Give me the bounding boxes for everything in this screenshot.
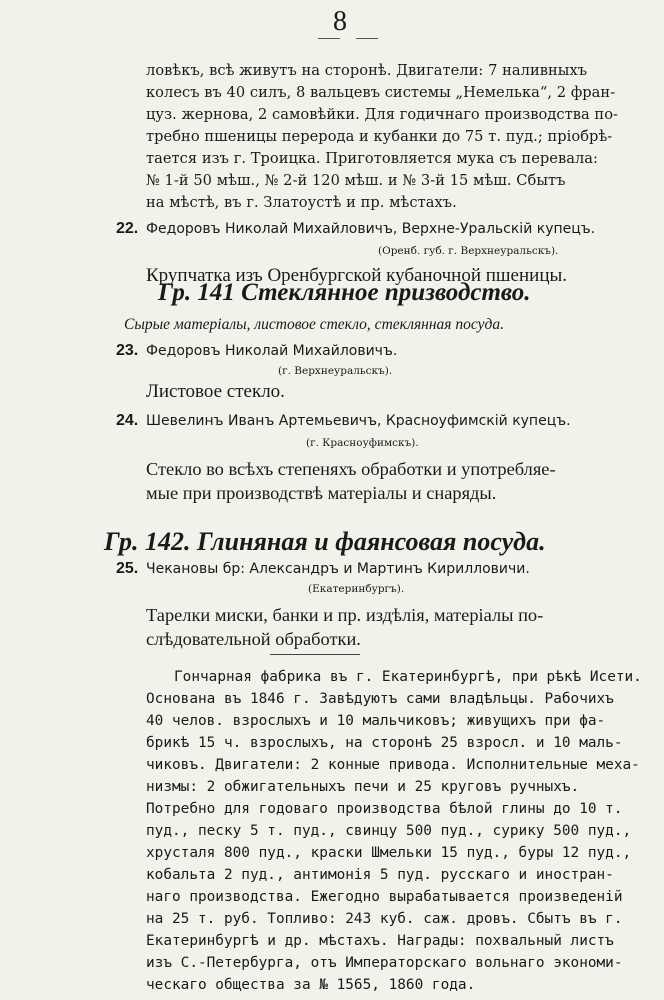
paragraph-line: Екатеринбургѣ и др. мѣстахъ. Награды: похвальный листъ	[146, 933, 614, 949]
exhibitor-location: (г. Красноуфимскъ).	[306, 437, 419, 449]
paragraph-line: низмы: 2 обжигательныхъ печи и 25 круговъ ручныхъ.	[146, 779, 580, 795]
page-number: 8	[333, 6, 347, 37]
product-line: Тарелки миски, банки и пр. издѣлія, матеріалы по-	[146, 605, 544, 625]
exhibitor-location: (г. Верхнеуральскъ).	[278, 365, 393, 377]
group-heading: Гр. 141 Стеклянное призводство.	[158, 279, 531, 306]
product-line: Крупчатка изъ Оренбургской кубаночной пшеницы.	[146, 265, 567, 286]
paragraph-line: хрусталя 800 пуд., краски Шмельки 15 пуд., буры 12 пуд.,	[146, 845, 632, 861]
paragraph-line: Основана въ 1846 г. Завѣдуютъ сами владѣльцы. Рабочихъ	[146, 691, 614, 707]
product-line: слѣдовательной обработки.	[146, 629, 361, 649]
paragraph-line: цуз. жернова, 2 самовѣйки. Для годичнаго производства по-	[146, 106, 619, 123]
entry-number: 24.	[116, 412, 139, 429]
paragraph-line: ловѣкъ, всѣ живутъ на сторонѣ. Двигатели: 7 наливныхъ	[146, 62, 588, 79]
product-line: мые при производствѣ матеріалы и снаряды.	[146, 483, 497, 503]
paragraph-line: Потребно для годоваго производства бѣлой глины до 10 т.	[146, 801, 623, 817]
entry-number: 23.	[116, 342, 139, 359]
entry-number: 22.	[116, 220, 139, 237]
paragraph-line: наго производства. Ежегодно вырабатывается произведеній	[146, 889, 623, 905]
group-subtitle: Сырые матеріалы, листовое стекло, стеклянная посуда.	[124, 316, 504, 333]
paragraph-line: ческаго общества за № 1565, 1860 года.	[146, 977, 476, 993]
paragraph-line: Гончарная фабрика въ г. Екатеринбургѣ, при рѣкѣ Исети.	[174, 669, 642, 685]
exhibitor-name: Федоровъ Николай Михайловичъ, Верхне-Уральскій купецъ.	[146, 221, 596, 237]
paragraph-line: на мѣстѣ, въ г. Златоустѣ и пр. мѣстахъ.	[146, 194, 457, 211]
paragraph-line: брикѣ 15 ч. взрослыхъ, на сторонѣ 25 взросл. и 10 маль-	[146, 735, 623, 751]
paragraph-line: кобальта 2 пуд., антимонія 5 пуд. русскаго и иностран-	[146, 867, 614, 883]
exhibitor-name: Федоровъ Николай Михайловичъ.	[146, 343, 398, 359]
product-line: Листовое стекло.	[146, 381, 285, 402]
paragraph-line: изъ С.-Петербурга, отъ Императорскаго вольнаго экономи-	[146, 955, 623, 971]
exhibitor-name: Шевелинъ Иванъ Артемьевичъ, Красноуфимскій купецъ.	[146, 413, 571, 429]
paragraph-line: № 1-й 50 мѣш., № 2-й 120 мѣш. и № 3-й 15 мѣш. Сбытъ	[146, 172, 566, 189]
page-number-rule-right	[356, 38, 378, 39]
exhibitor-name: Чекановы бр: Александръ и Мартинъ Кирилловичи.	[146, 561, 530, 577]
group-heading: Гр. 142. Глиняная и фаянсовая посуда.	[104, 527, 546, 556]
paragraph-line: тается изъ г. Троицка. Приготовляется мука съ перевала:	[146, 150, 599, 167]
paragraph-line: чиковъ. Двигатели: 2 конные привода. Исполнительные меха-	[146, 757, 640, 773]
page-number-rule-left	[318, 38, 340, 39]
paragraph-line: на 25 т. руб. Топливо: 243 куб. саж. дровъ. Сбытъ въ г.	[146, 911, 623, 927]
section-rule	[270, 654, 360, 655]
exhibitor-location: (Оренб. губ. г. Верхнеуральскъ).	[378, 245, 559, 257]
paragraph-line: 40 челов. взрослыхъ и 10 мальчиковъ; живущихъ при фа-	[146, 713, 606, 729]
paragraph-line: пуд., песку 5 т. пуд., свинцу 500 пуд., сурику 500 пуд.,	[146, 823, 632, 839]
paragraph-line: требно пшеницы перерода и кубанки до 75 т. пуд.; пріобрѣ-	[146, 128, 613, 145]
product-line: Стекло во всѣхъ степеняхъ обработки и употребляе-	[146, 459, 556, 479]
exhibitor-location: (Екатеринбургъ).	[308, 583, 405, 595]
paragraph-line: колесъ въ 40 силъ, 8 вальцевъ системы „Немелька“, 2 фран-	[146, 84, 616, 101]
entry-number: 25.	[116, 560, 139, 577]
